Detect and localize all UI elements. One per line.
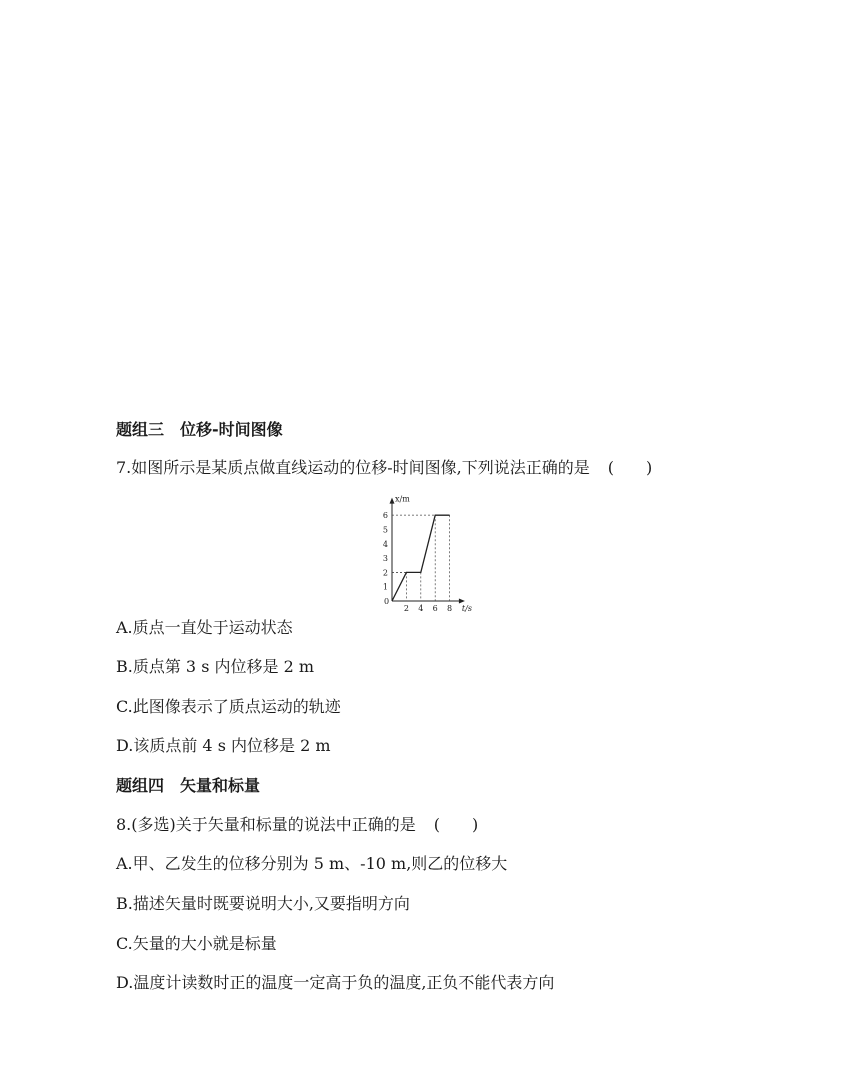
question-8-option-b: B.描述矢量时既要说明大小,又要指明方向	[116, 894, 410, 913]
graph-guide-lines	[392, 515, 450, 601]
question-7-option-a: A.质点一直处于运动状态	[116, 618, 293, 637]
question-7-stem	[116, 458, 652, 478]
y-tick-label: 1	[382, 582, 388, 592]
question-8-answer-blank: ( )	[433, 815, 479, 834]
question-8-option-d: D.温度计读数时正的温度一定高于负的温度,正负不能代表方向	[116, 973, 555, 992]
group3-heading: 题组三 位移-时间图像	[116, 420, 283, 439]
x-tick-label: 2	[403, 604, 409, 613]
question-7-answer-blank: ( )	[607, 458, 653, 477]
group4-heading: 题组四 矢量和标量	[116, 776, 261, 795]
x-tick-label: 6	[432, 604, 438, 613]
graph-series	[392, 515, 450, 601]
y-tick-label: 2	[382, 568, 388, 578]
origin-label: 0	[384, 597, 390, 606]
question-7-option-d: D.该质点前 4 s 内位移是 2 m	[116, 736, 331, 755]
y-tick-label: 4	[382, 539, 388, 549]
displacement-time-graph	[355, 488, 485, 614]
question-7-option-b: B.质点第 3 s 内位移是 2 m	[116, 657, 315, 676]
question-7-text: 7.如图所示是某质点做直线运动的位移-时间图像,下列说法正确的是	[116, 458, 590, 477]
y-axis-label: x/m	[395, 494, 410, 504]
y-axis-arrow	[390, 498, 395, 504]
displacement-line	[392, 515, 450, 601]
x-tick-label: 4	[418, 604, 424, 613]
x-tick-label: 8	[447, 604, 453, 613]
question-7-option-c: C.此图像表示了质点运动的轨迹	[116, 697, 341, 716]
question-8-option-a: A.甲、乙发生的位移分别为 5 m、-10 m,则乙的位移大	[116, 854, 508, 873]
question-8-option-c: C.矢量的大小就是标量	[116, 934, 277, 953]
y-tick-label: 6	[382, 511, 388, 521]
x-axis-label: t/s	[461, 604, 472, 613]
x-axis-arrow	[459, 599, 465, 604]
y-tick-label: 5	[382, 525, 388, 535]
graph-axes	[390, 498, 465, 604]
question-8-text: 8.(多选)关于矢量和标量的说法中正确的是	[116, 815, 416, 834]
question-8-stem	[116, 815, 478, 835]
y-tick-label: 3	[382, 554, 388, 564]
